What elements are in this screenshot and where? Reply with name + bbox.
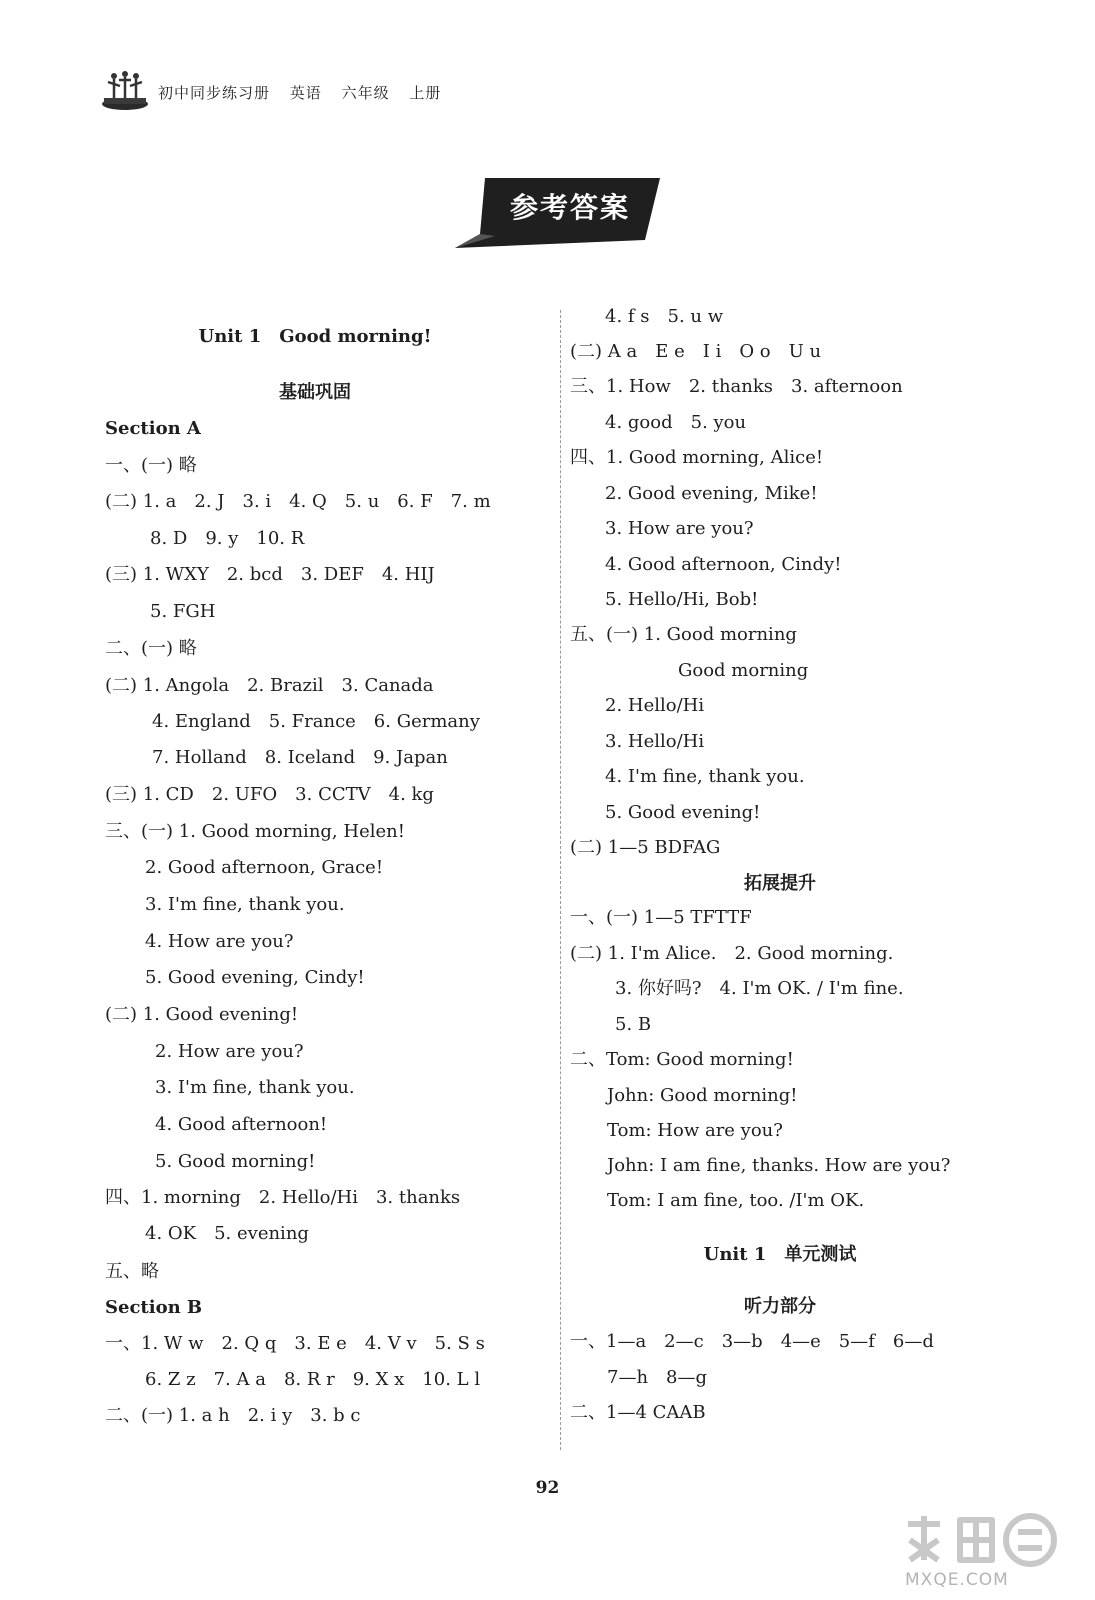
- section-heading-extension: 拓展提升: [744, 873, 816, 894]
- answer-line: (二) 1. Good evening!: [105, 1004, 299, 1025]
- answer-line: 5. Good morning!: [155, 1151, 316, 1172]
- answer-line: 三、1. How 2. thanks 3. afternoon: [570, 376, 903, 397]
- header-volume: 上册: [409, 84, 442, 102]
- answer-line: 7—h 8—g: [607, 1367, 708, 1388]
- answer-line: 四、1. morning 2. Hello/Hi 3. thanks: [105, 1187, 461, 1208]
- answer-line: 二、Tom: Good morning!: [570, 1049, 794, 1070]
- answer-line: 3. How are you?: [605, 518, 754, 539]
- answer-line: (三) 1. CD 2. UFO 3. CCTV 4. kg: [105, 784, 434, 805]
- answer-line: 2. Good afternoon, Grace!: [145, 857, 384, 878]
- page-number: 92: [535, 1478, 560, 1498]
- section-label-a: Section A: [105, 418, 201, 439]
- answer-line: (二) 1. a 2. J 3. i 4. Q 5. u 6. F 7. m: [105, 491, 491, 512]
- unit-title: Unit 1 Good morning!: [198, 326, 432, 347]
- answer-line: 二、(一) 1. a h 2. i y 3. b c: [105, 1405, 361, 1426]
- answer-line: (二) 1—5 BDFAG: [570, 837, 721, 858]
- answer-line: 5. B: [615, 1014, 652, 1035]
- answer-line: 五、(一) 1. Good morning: [570, 624, 797, 645]
- answer-line: 5. Good evening, Cindy!: [145, 967, 365, 988]
- header-subject: 英语: [289, 84, 322, 102]
- header-book: 初中同步练习册: [158, 84, 271, 102]
- answer-line: (二) A a E e I i O o U u: [570, 341, 822, 362]
- page-header: [158, 82, 455, 103]
- answer-line: 3. 你好吗? 4. I'm OK. / I'm fine.: [615, 978, 904, 999]
- answer-line: 二、(一) 略: [105, 638, 197, 659]
- answer-line: 4. How are you?: [145, 931, 294, 952]
- section-heading-basic: 基础巩固: [279, 382, 351, 403]
- answer-line: 3. I'm fine, thank you.: [155, 1077, 355, 1098]
- section-label-b: Section B: [105, 1297, 203, 1318]
- answer-line: Tom: How are you?: [607, 1120, 783, 1141]
- answer-line: 3. Hello/Hi: [605, 731, 705, 752]
- answer-line: 五、略: [105, 1261, 159, 1282]
- answer-line: 4. f s 5. u w: [605, 306, 724, 327]
- answer-line: 8. D 9. y 10. R: [150, 528, 305, 549]
- unit-test-title: Unit 1 单元测试: [703, 1244, 857, 1265]
- answer-line: 5. Good evening!: [605, 802, 761, 823]
- answer-line: (二) 1. I'm Alice. 2. Good morning.: [570, 943, 894, 964]
- answer-line: 7. Holland 8. Iceland 9. Japan: [152, 747, 448, 768]
- answer-line: 四、1. Good morning, Alice!: [570, 447, 824, 468]
- answer-line: 一、(一) 1—5 TFTTF: [570, 907, 752, 928]
- answer-line: 5. Hello/Hi, Bob!: [605, 589, 759, 610]
- answer-line: 4. Good afternoon!: [155, 1114, 328, 1135]
- answer-line: 4. good 5. you: [605, 412, 747, 433]
- answer-line: (二) 1. Angola 2. Brazil 3. Canada: [105, 675, 434, 696]
- answer-line: John: Good morning!: [607, 1085, 798, 1106]
- answer-line: Tom: I am fine, too. /I'm OK.: [607, 1190, 865, 1211]
- answer-line: 4. England 5. France 6. Germany: [152, 711, 480, 732]
- answer-line: (三) 1. WXY 2. bcd 3. DEF 4. HIJ: [105, 564, 435, 585]
- answer-line: 2. How are you?: [155, 1041, 304, 1062]
- answer-line: 2. Hello/Hi: [605, 695, 705, 716]
- section-heading-listening: 听力部分: [744, 1296, 816, 1317]
- answer-line: 二、1—4 CAAB: [570, 1402, 706, 1423]
- header-grade: 六年级: [341, 84, 390, 102]
- answer-line: 4. OK 5. evening: [145, 1223, 309, 1244]
- banner-title: 参考答案: [509, 191, 630, 224]
- column-divider: [560, 310, 561, 1450]
- answer-line: 一、1—a 2—c 3—b 4—e 5—f 6—d: [570, 1331, 934, 1352]
- book-logo-icon: [100, 70, 150, 112]
- answer-line: 三、(一) 1. Good morning, Helen!: [105, 821, 405, 842]
- answer-line: 4. I'm fine, thank you.: [605, 766, 805, 787]
- answer-line: John: I am fine, thanks. How are you?: [607, 1155, 951, 1176]
- answer-line: 一、1. W w 2. Q q 3. E e 4. V v 5. S s: [105, 1333, 485, 1354]
- answer-line: 4. Good afternoon, Cindy!: [605, 554, 842, 575]
- answer-line: Good morning: [678, 660, 809, 681]
- answer-line: 6. Z z 7. A a 8. R r 9. X x 10. L l: [145, 1369, 481, 1390]
- answer-line: 一、(一) 略: [105, 455, 197, 476]
- answer-line: 5. FGH: [150, 601, 216, 622]
- answer-line: 2. Good evening, Mike!: [605, 483, 818, 504]
- watermark-url: MXQE.COM: [905, 1570, 1009, 1590]
- answer-line: 3. I'm fine, thank you.: [145, 894, 345, 915]
